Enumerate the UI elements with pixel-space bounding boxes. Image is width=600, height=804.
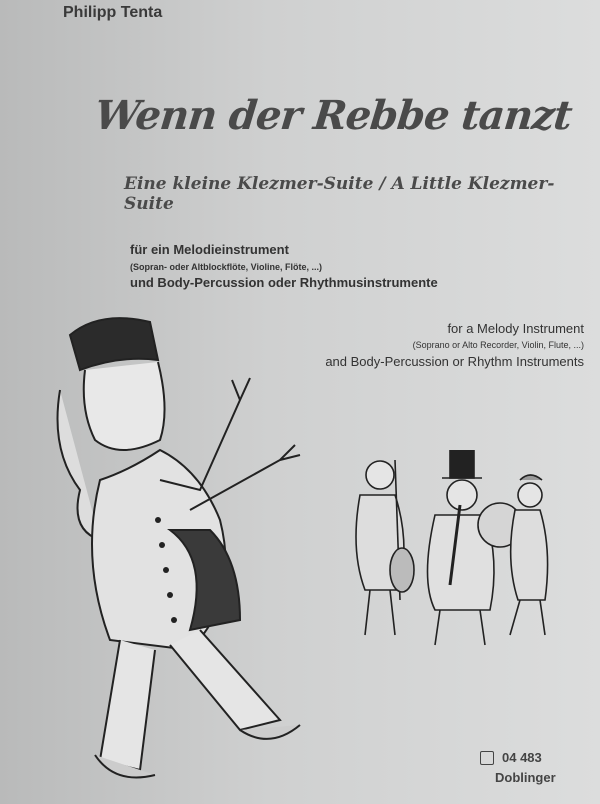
publisher-name: Doblinger bbox=[495, 770, 556, 785]
title: Wenn der Rebbe tanzt bbox=[92, 92, 574, 139]
author-name: Philipp Tenta bbox=[63, 4, 163, 21]
german-instrument-list: (Sopran- oder Altblockflöte, Violine, Flöte, ...) bbox=[130, 262, 323, 272]
dancing-rebbe-illustration bbox=[40, 300, 330, 800]
catalog-number-text: 04 483 bbox=[502, 750, 542, 765]
catalog-number bbox=[480, 750, 542, 765]
german-percussion-line: und Body-Percussion oder Rhythmusinstrumente bbox=[130, 275, 438, 290]
publisher-logo-icon bbox=[480, 751, 494, 765]
english-instrument-line: for a Melody Instrument bbox=[447, 321, 584, 336]
german-instrument-line: für ein Melodieinstrument bbox=[130, 242, 289, 257]
english-percussion-line: and Body-Percussion or Rhythm Instruments bbox=[325, 354, 584, 369]
klezmer-musicians-illustration bbox=[340, 450, 560, 650]
english-instrument-list: (Soprano or Alto Recorder, Violin, Flute, ...) bbox=[412, 340, 584, 350]
subtitle: Eine kleine Klezmer-Suite / A Little Klezmer-Suite bbox=[124, 174, 555, 214]
